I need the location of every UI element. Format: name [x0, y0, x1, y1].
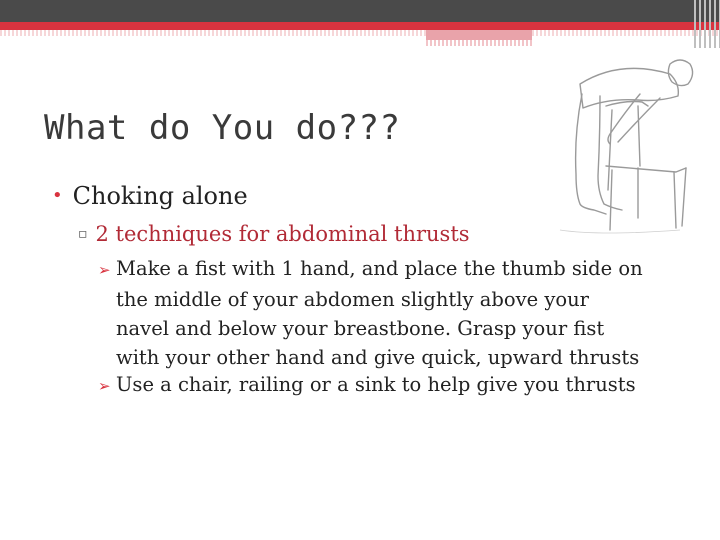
choking-illustration: [520, 44, 720, 244]
bullet-dot-icon: •: [52, 185, 63, 206]
bullet-level3-line: ➢ Use a chair, railing or a sink to help give you thrusts: [98, 370, 698, 401]
header-right-stripes: [694, 0, 720, 48]
floor-shadow: [560, 230, 680, 233]
bullet-level1-text: Choking alone: [72, 182, 248, 210]
chair-back-post-2: [638, 106, 640, 166]
header-accent-block: [426, 30, 532, 40]
bullet-square-icon: ▫: [78, 226, 88, 242]
bullet-level3-item: [98, 254, 698, 372]
chair-seat: [606, 166, 686, 172]
header-red-bar: [0, 22, 720, 30]
bullet-level3-item: [98, 370, 698, 401]
chair-top: [606, 102, 648, 107]
arrow-bullet-icon: ➢: [98, 261, 111, 279]
bullet-level3-line: ➢ Make a fist with 1 hand, and place the thumb side on: [98, 254, 698, 285]
chair-leg-2: [674, 172, 676, 228]
chair-leg-1: [610, 170, 612, 230]
header-dark-bar: [0, 0, 720, 22]
bullet-level3-line: with your other hand and give quick, upward thrusts: [116, 346, 640, 369]
bullet-level2: [78, 222, 470, 246]
figure-head: [668, 60, 692, 86]
header-accent-stripe: [426, 40, 532, 46]
header-stripe: [0, 30, 720, 36]
chair-leg-3: [682, 168, 686, 226]
slide-title: What do You do???: [44, 108, 401, 148]
bullet-level3-line: navel and below your breastbone. Grasp your fist: [116, 317, 605, 340]
bullet-level2-text: 2 techniques for abdominal thrusts: [95, 222, 470, 246]
bullet-level1: [52, 182, 248, 210]
bullet-level3-line: the middle of your abdomen slightly above your: [116, 288, 589, 311]
arrow-bullet-icon: ➢: [98, 377, 111, 395]
